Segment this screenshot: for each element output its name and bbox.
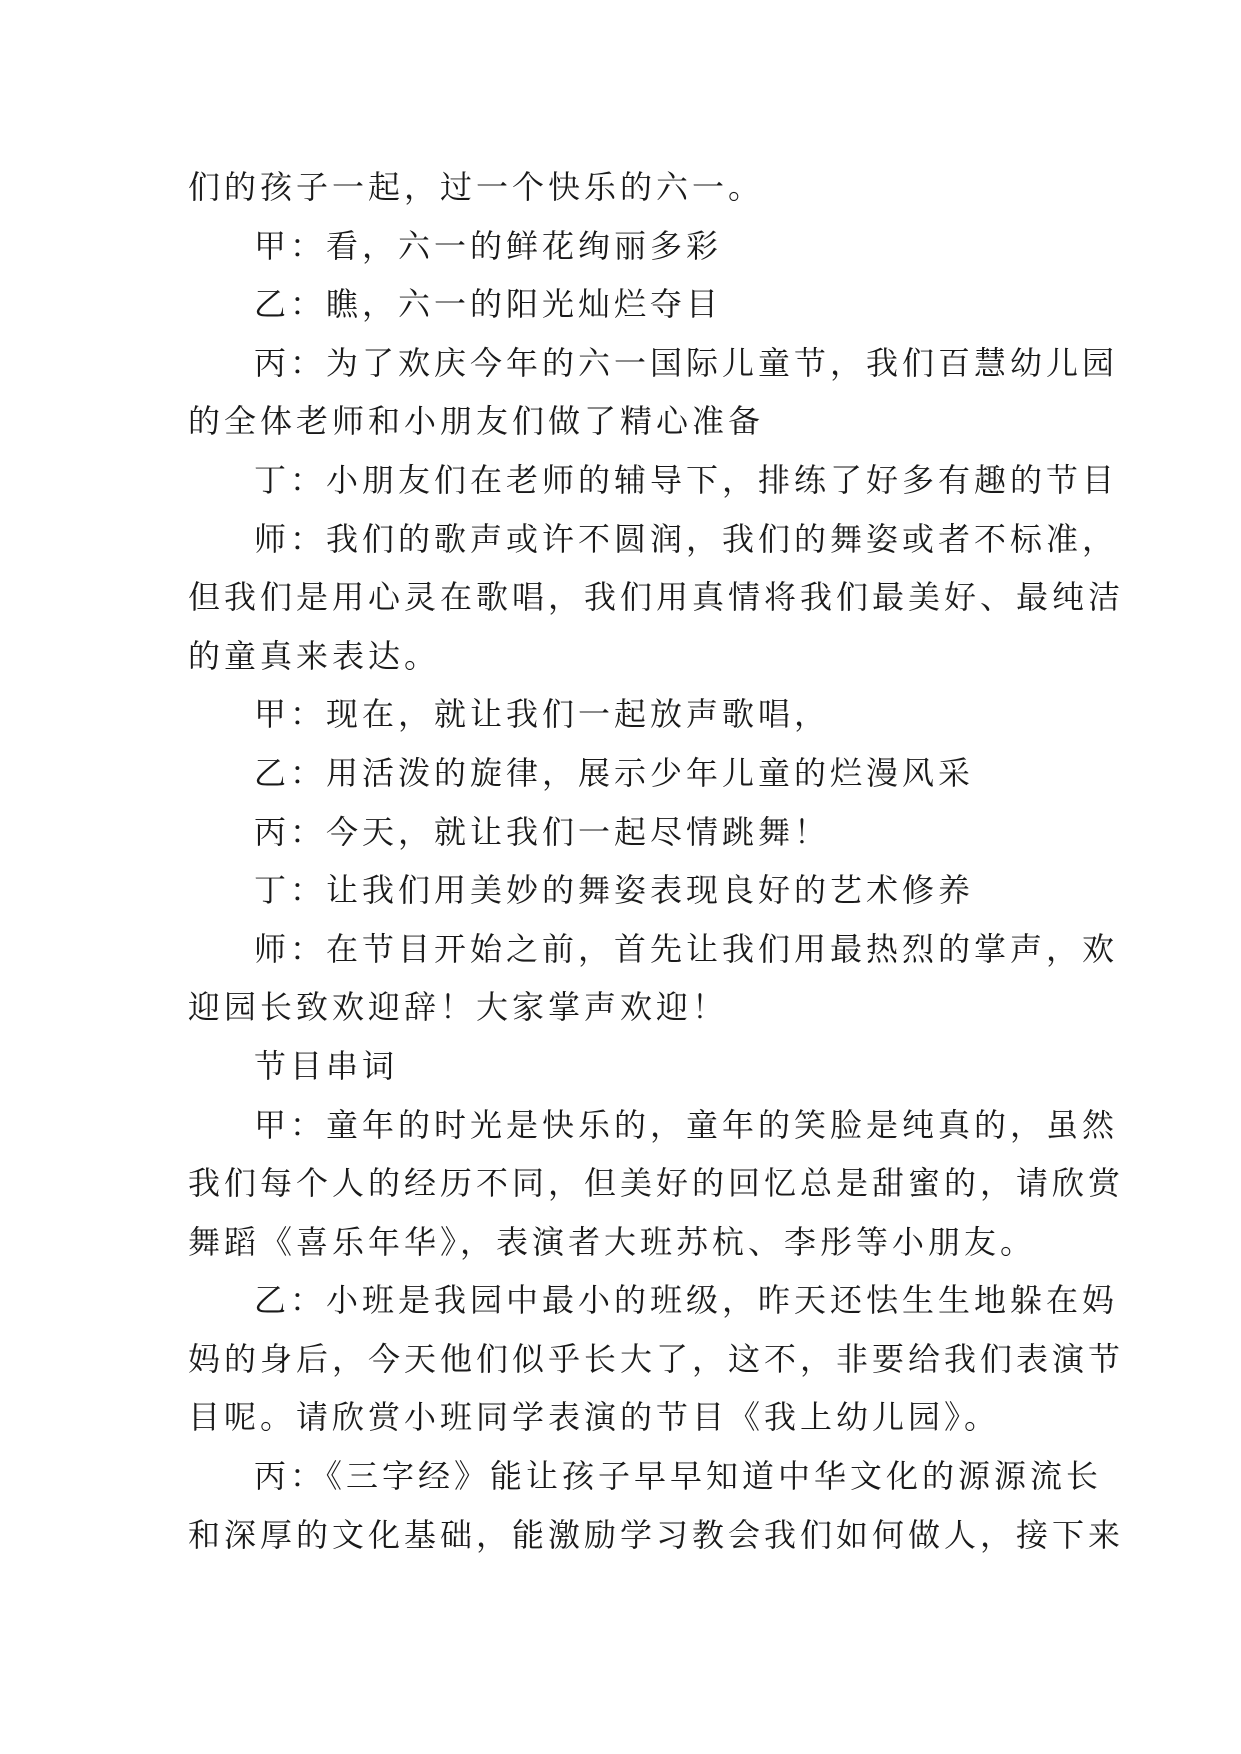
text-line: 丁：让我们用美妙的舞姿表现良好的艺术修养: [254, 871, 975, 910]
text-line: 的全体老师和小朋友们做了精心准备: [188, 402, 765, 441]
text-line: 但我们是用心灵在歌唱，我们用真情将我们最美好、最纯洁: [188, 578, 1125, 617]
text-line: 丙：《三字经》能让孩子早早知道中华文化的源源流长: [254, 1457, 1103, 1496]
text-line: 妈的身后，今天他们似乎长大了，这不，非要给我们表演节: [188, 1339, 1125, 1378]
text-line: 乙：用活泼的旋律，展示少年儿童的烂漫风采: [254, 753, 975, 792]
text-line: 乙：瞧，六一的阳光灿烂夺目: [254, 285, 723, 324]
text-line: 们的孩子一起，过一个快乐的六一。: [188, 168, 765, 206]
text-line: 甲：看，六一的鲜花绚丽多彩: [254, 226, 723, 265]
document-body: [188, 158, 1125, 1564]
text-line: 目呢。请欣赏小班同学表演的节目《我上幼儿园》。: [188, 1398, 1001, 1437]
text-line: 舞蹈《喜乐年华》，表演者大班苏杭、李彤等小朋友。: [188, 1222, 1037, 1261]
text-line: 丁：小朋友们在老师的辅导下，排练了好多有趣的节目: [254, 460, 1119, 499]
text-line: 甲：童年的时光是快乐的，童年的笑脸是纯真的，虽然: [254, 1105, 1119, 1144]
text-line: 师：在节目开始之前，首先让我们用最热烈的掌声，欢: [254, 929, 1119, 968]
text-line: 和深厚的文化基础，能激励学习教会我们如何做人，接下来: [188, 1515, 1125, 1554]
text-line: 迎园长致欢迎辞！大家掌声欢迎！: [188, 988, 729, 1027]
section-heading: 节目串词: [254, 1046, 399, 1085]
text-line: 丙：为了欢庆今年的六一国际儿童节，我们百慧幼儿园: [254, 343, 1119, 382]
text-line: 我们每个人的经历不同，但美好的回忆总是甜蜜的，请欣赏: [188, 1164, 1125, 1203]
text-line: 乙：小班是我园中最小的班级，昨天还怯生生地躲在妈: [254, 1281, 1119, 1320]
text-line: 师：我们的歌声或许不圆润，我们的舞姿或者不标准，: [254, 519, 1119, 558]
text-line: 甲：现在，就让我们一起放声歌唱，: [254, 695, 831, 734]
text-line: 的童真来表达。: [188, 636, 441, 675]
text-line: 丙：今天，就让我们一起尽情跳舞！: [254, 812, 831, 851]
